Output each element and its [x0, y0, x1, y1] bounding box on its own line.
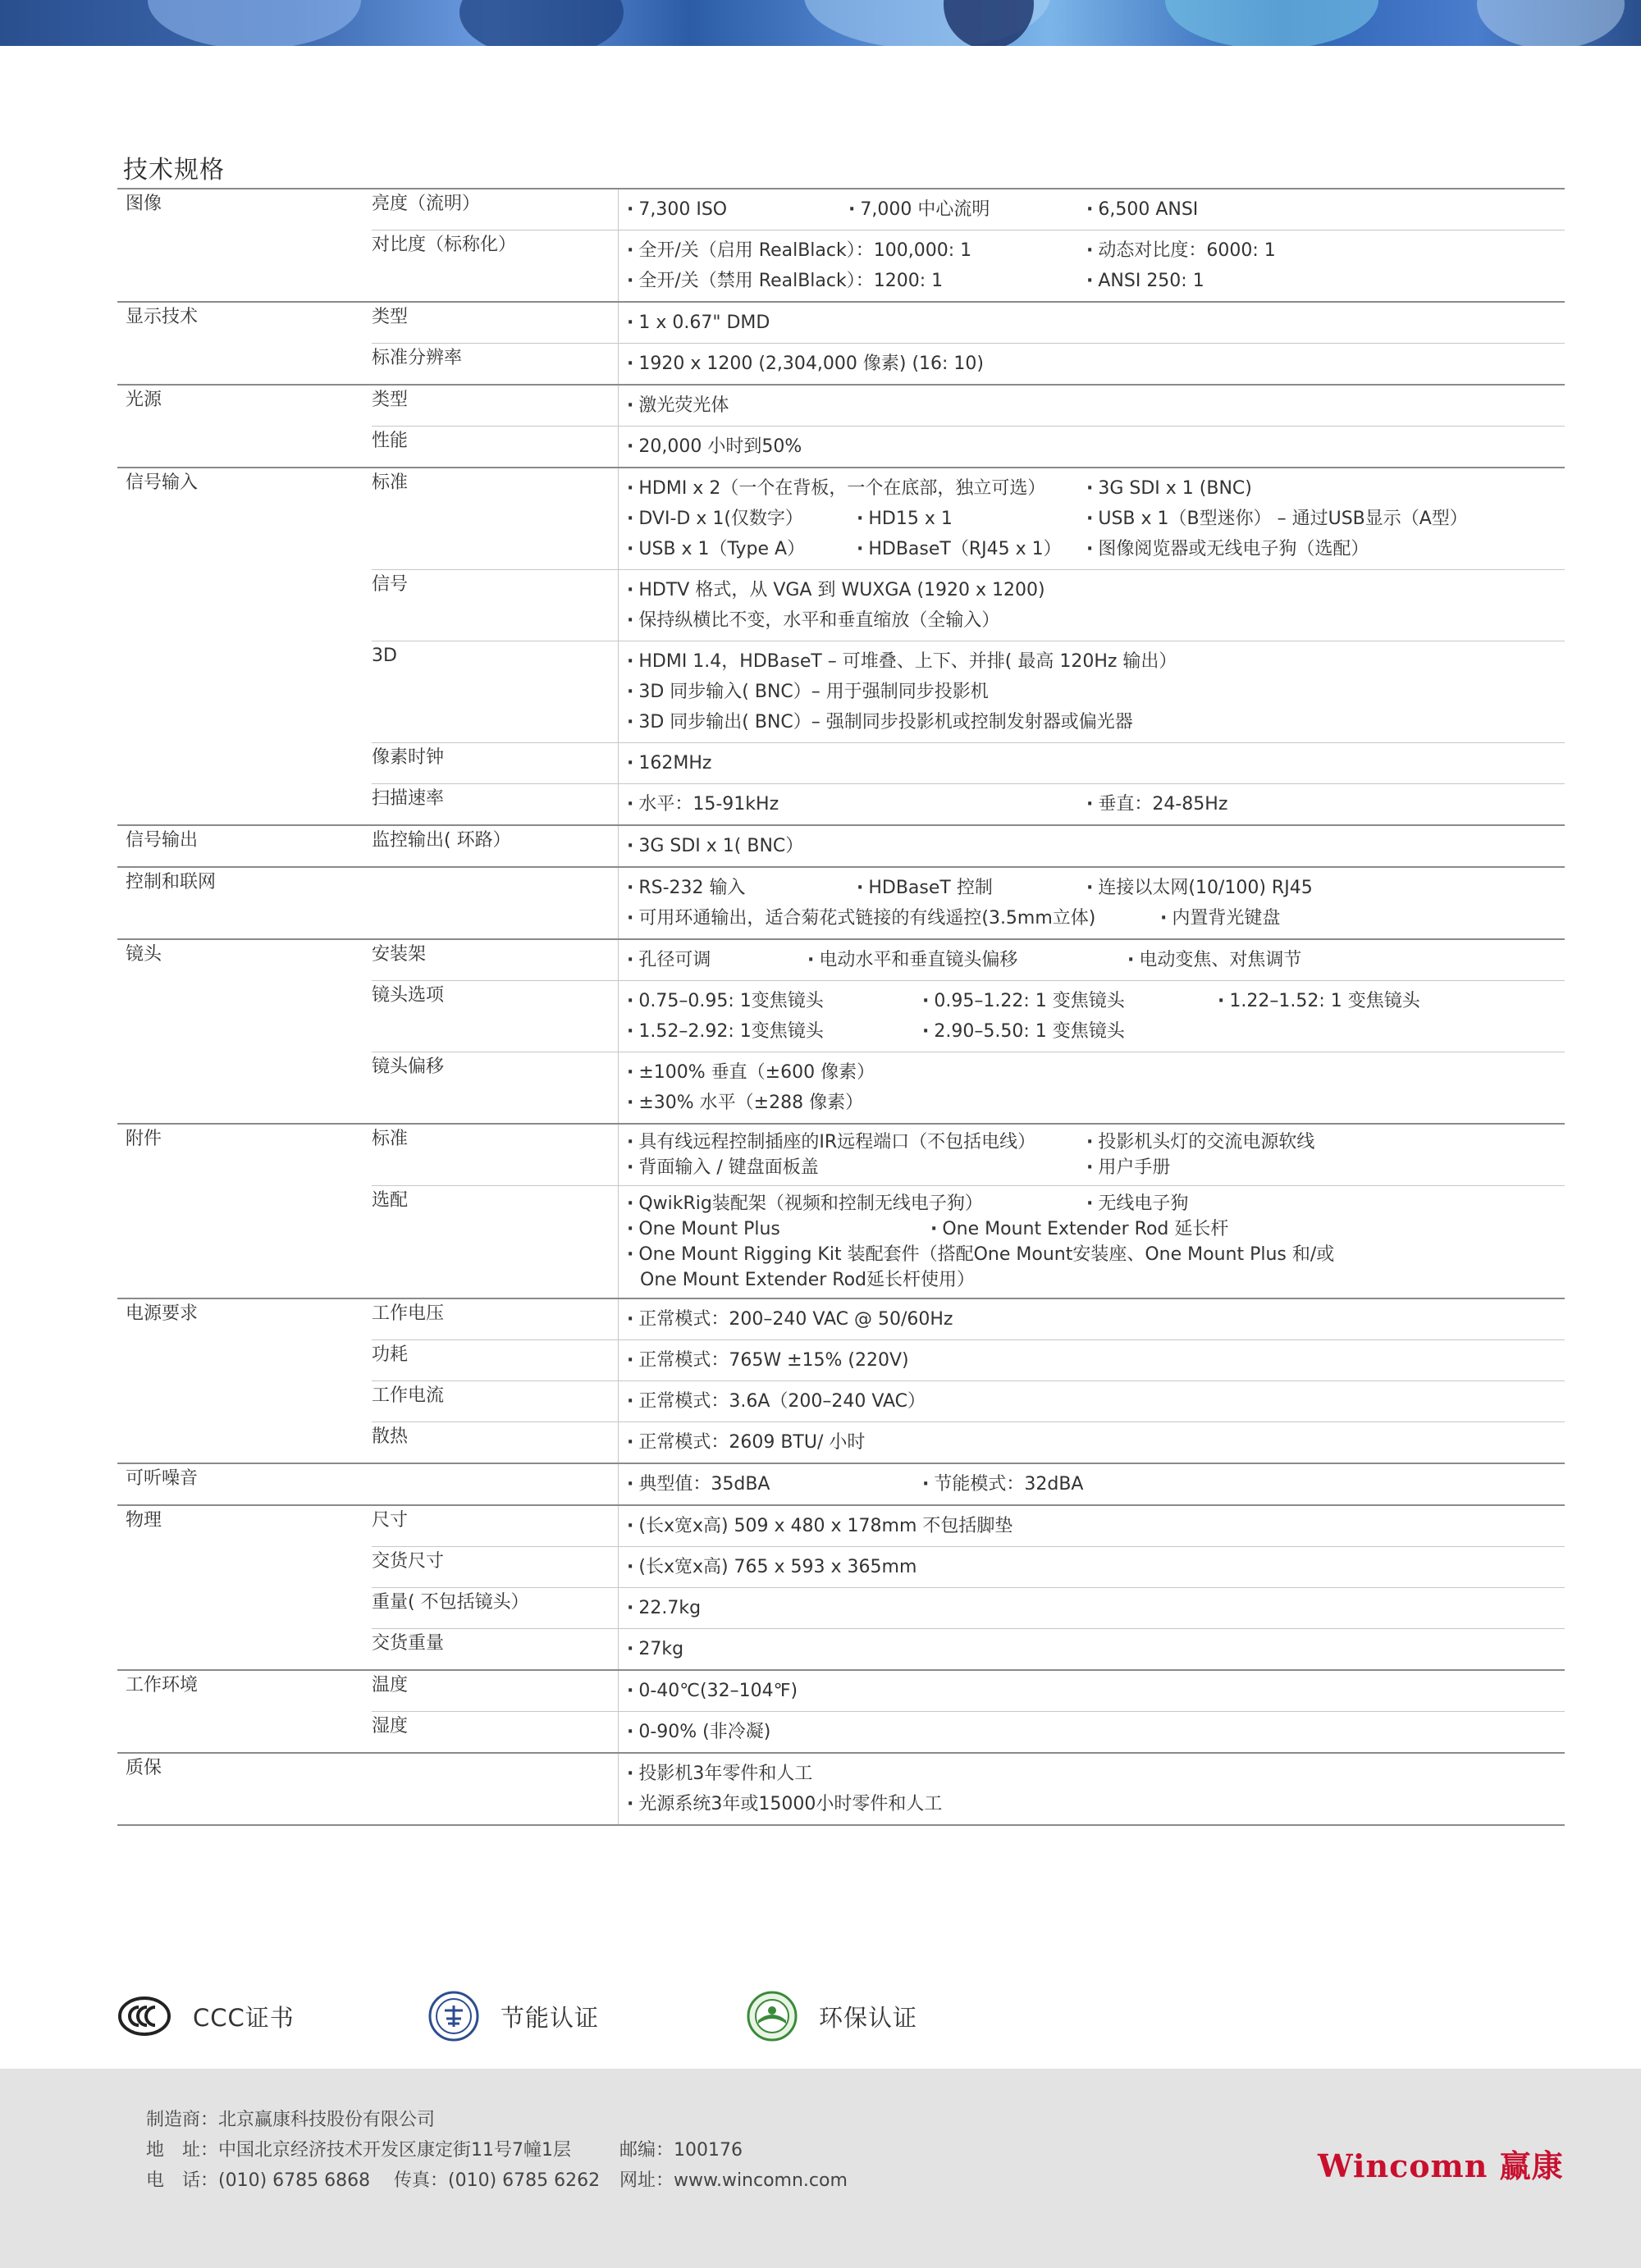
spec-value-line	[627, 504, 1565, 534]
spec-subcategory: 信号	[372, 570, 619, 641]
spec-values	[619, 641, 1566, 743]
spec-row	[117, 1712, 1565, 1754]
spec-row	[117, 189, 1565, 230]
spec-value: · 3D 同步输入( BNC）– 用于强制同步投影机	[627, 682, 989, 702]
spec-value: · 0.75–0.95: 1变焦镜头	[627, 992, 922, 1011]
spec-value-line	[627, 1427, 1565, 1458]
spec-row	[117, 981, 1565, 1052]
spec-value: · 1.22–1.52: 1 变焦镜头	[1218, 992, 1420, 1011]
spec-row	[117, 1505, 1565, 1547]
spec-value: · 1.52–2.92: 1变焦镜头	[627, 1022, 922, 1042]
spec-value-line	[627, 1304, 1565, 1335]
spec-values	[619, 189, 1566, 230]
spec-value-line	[627, 349, 1565, 379]
spec-value-line	[627, 235, 1565, 266]
spec-category: 信号输出	[117, 825, 372, 867]
spec-subcategory: 镜头偏移	[372, 1052, 619, 1125]
spec-values	[619, 230, 1566, 303]
spec-value-line	[627, 473, 1565, 504]
spec-value: · (长x宽x高) 509 x 480 x 178mm 不包括脚垫	[627, 1517, 1012, 1536]
spec-value-line	[627, 605, 1565, 636]
spec-value: · ±30% 水平（±288 像素）	[627, 1093, 863, 1113]
spec-value-line	[627, 1511, 1565, 1541]
spec-value: · HDBaseT 控制	[857, 878, 1086, 898]
spec-value: One Mount Extender Rod延长杆使用）	[640, 1269, 976, 1290]
spec-value-line	[627, 677, 1565, 707]
spec-subcategory: 工作电流	[372, 1381, 619, 1422]
spec-values	[619, 1298, 1566, 1340]
spec-values	[619, 1505, 1566, 1547]
spec-value-line	[627, 534, 1565, 564]
spec-value: · 正常模式：3.6A（200–240 VAC）	[627, 1392, 926, 1412]
spec-value-line	[627, 707, 1565, 737]
spec-values	[619, 743, 1566, 784]
spec-value: · 图像阅览器或无线电子狗（选配）	[1086, 540, 1369, 559]
spec-value: · ±100% 垂直（±600 像素）	[627, 1063, 875, 1083]
spec-category: 图像	[117, 189, 372, 230]
spec-row	[117, 1670, 1565, 1712]
spec-row	[117, 1753, 1565, 1825]
spec-row	[117, 302, 1565, 344]
spec-row	[117, 427, 1565, 468]
spec-subcategory: 像素时钟	[372, 743, 619, 784]
spec-value-line	[627, 831, 1565, 861]
spec-row	[117, 641, 1565, 743]
footer-fax: 传真：(010) 6785 6262	[394, 2170, 601, 2191]
energy-saving-seal-icon	[428, 1991, 479, 2042]
spec-value-line	[627, 1552, 1565, 1582]
spec-value-line	[627, 1016, 1565, 1047]
spec-values	[619, 1186, 1566, 1299]
spec-category: 电源要求	[117, 1298, 372, 1340]
spec-value: · 水平：15-91kHz	[627, 795, 1086, 815]
spec-values	[619, 981, 1566, 1052]
spec-value: · 用户手册	[1086, 1158, 1170, 1178]
spec-subcategory: 扫描速率	[372, 784, 619, 826]
spec-row	[117, 1186, 1565, 1299]
spec-value-line	[627, 266, 1565, 296]
spec-values	[619, 1340, 1566, 1381]
spec-value: · RS-232 输入	[627, 878, 857, 898]
spec-value: · HD15 x 1	[857, 509, 1086, 529]
spec-row	[117, 784, 1565, 826]
spec-value-line	[627, 1593, 1565, 1623]
spec-subcategory: 标准分辨率	[372, 344, 619, 386]
spec-subcategory: 监控输出( 环路）	[372, 825, 619, 867]
spec-value: · 2.90–5.50: 1 变焦镜头	[922, 1022, 1125, 1042]
decorative-banner	[0, 0, 1641, 46]
spec-category: 控制和联网	[117, 867, 372, 939]
spec-values	[619, 1629, 1566, 1671]
spec-subcategory: 温度	[372, 1670, 619, 1712]
spec-value: · 正常模式：2609 BTU/ 小时	[627, 1433, 865, 1453]
footer-website[interactable]: 网址：www.wincomn.com	[619, 2170, 848, 2191]
spec-subcategory: 工作电压	[372, 1298, 619, 1340]
spec-value: · One Mount Extender Rod 延长杆	[930, 1220, 1228, 1239]
footer-postcode: 邮编：100176	[619, 2140, 743, 2161]
spec-value-line	[627, 1469, 1565, 1499]
spec-value: · 1920 x 1200 (2,304,000 像素) (16: 10)	[627, 354, 984, 374]
spec-values	[619, 385, 1566, 427]
spec-value: · 激光荧光体	[627, 396, 729, 416]
spec-value-line	[627, 1242, 1565, 1267]
spec-row	[117, 1547, 1565, 1588]
wincomn-logo: Wincomn 赢康	[1318, 2147, 1564, 2184]
spec-category: 物理	[117, 1505, 372, 1547]
spec-value-line	[627, 789, 1565, 819]
spec-subcategory	[372, 1753, 619, 1825]
spec-value: · 电动变焦、对焦调节	[1127, 951, 1301, 970]
spec-value-line	[627, 1759, 1565, 1789]
spec-category: 附件	[117, 1124, 372, 1186]
spec-subcategory: 亮度（流明）	[372, 189, 619, 230]
environmental-seal-icon	[747, 1991, 798, 2042]
spec-subcategory: 镜头选项	[372, 981, 619, 1052]
spec-category: 显示技术	[117, 302, 372, 344]
spec-value-line	[627, 1345, 1565, 1376]
spec-value: · 7,300 ISO	[627, 200, 848, 220]
spec-value-line	[627, 308, 1565, 338]
spec-values	[619, 302, 1566, 344]
spec-values	[619, 1547, 1566, 1588]
spec-value-line	[627, 1717, 1565, 1747]
spec-values	[619, 468, 1566, 570]
spec-subcategory	[372, 1463, 619, 1505]
spec-values	[619, 344, 1566, 386]
spec-value: · 内置背光键盘	[1160, 909, 1280, 929]
spec-row	[117, 825, 1565, 867]
spec-subcategory: 湿度	[372, 1712, 619, 1754]
spec-value: · 孔径可调	[627, 951, 807, 970]
spec-value: · 电动水平和垂直镜头偏移	[807, 951, 1127, 970]
cert-label: 环保认证	[819, 2003, 918, 2032]
spec-value: · USB x 1（B型迷你） – 通过USB显示（A型）	[1086, 509, 1468, 529]
spec-value: · 0.95–1.22: 1 变焦镜头	[922, 992, 1218, 1011]
spec-subcategory: 功耗	[372, 1340, 619, 1381]
cert-energy	[428, 1992, 599, 2041]
spec-value: · 7,000 中心流明	[848, 200, 1086, 220]
spec-row	[117, 1588, 1565, 1629]
spec-row	[117, 344, 1565, 386]
spec-subcategory: 散热	[372, 1422, 619, 1464]
spec-value: · 保持纵横比不变，水平和垂直缩放（全输入）	[627, 611, 999, 631]
spec-category: 光源	[117, 385, 372, 427]
spec-values	[619, 825, 1566, 867]
cert-environment	[747, 1992, 917, 2041]
spec-values	[619, 427, 1566, 468]
spec-value: · (长x宽x高) 765 x 593 x 365mm	[627, 1558, 916, 1577]
spec-value: · One Mount Plus	[627, 1220, 930, 1239]
spec-category: 可听噪音	[117, 1463, 372, 1505]
spec-value-line	[627, 1789, 1565, 1819]
spec-values	[619, 1753, 1566, 1825]
spec-value-line	[627, 194, 1565, 225]
spec-table	[117, 188, 1565, 1826]
spec-row	[117, 1629, 1565, 1671]
spec-values	[619, 784, 1566, 826]
spec-value-line	[627, 1129, 1565, 1155]
spec-subcategory: 选配	[372, 1186, 619, 1299]
spec-value: · 动态对比度：6000: 1	[1086, 241, 1276, 261]
spec-subcategory: 标准	[372, 1124, 619, 1186]
spec-values	[619, 1422, 1566, 1464]
spec-value-line	[627, 1634, 1565, 1664]
spec-value: · 20,000 小时到50%	[627, 437, 802, 457]
spec-value: · 投影机头灯的交流电源软线	[1086, 1133, 1314, 1152]
spec-values	[619, 1670, 1566, 1712]
spec-row	[117, 1052, 1565, 1125]
spec-value: · 节能模式：32dBA	[922, 1475, 1083, 1495]
spec-value: · 全开/关（启用 RealBlack）：100,000: 1	[627, 241, 1086, 261]
spec-value: · 162MHz	[627, 754, 711, 773]
spec-subcategory: 类型	[372, 302, 619, 344]
spec-value-line	[627, 1057, 1565, 1088]
spec-value: · 全开/关（禁用 RealBlack）：1200: 1	[627, 272, 1086, 291]
spec-value: · DVI-D x 1(仅数字）	[627, 509, 857, 529]
spec-value: · 27kg	[627, 1640, 683, 1659]
spec-value: · 22.7kg	[627, 1599, 701, 1618]
spec-value: · 正常模式：765W ±15% (220V)	[627, 1351, 909, 1371]
spec-value: · HDBaseT（RJ45 x 1）	[857, 540, 1086, 559]
spec-row	[117, 230, 1565, 303]
spec-row	[117, 570, 1565, 641]
spec-row	[117, 939, 1565, 981]
spec-value: · 具有线远程控制插座的IR远程端口（不包括电线）	[627, 1133, 1086, 1152]
spec-value: · 3D 同步输出( BNC）– 强制同步投影机或控制发射器或偏光器	[627, 713, 1133, 732]
spec-value: · 连接以太网(10/100) RJ45	[1086, 878, 1313, 898]
spec-value-line	[627, 986, 1565, 1016]
spec-value-line	[627, 1088, 1565, 1118]
cert-label: 节能认证	[501, 2003, 600, 2032]
spec-value-line	[627, 575, 1565, 605]
footer-manufacturer: 制造商：北京赢康科技股份有限公司	[146, 2110, 436, 2130]
spec-value-line	[627, 1676, 1565, 1706]
footer-phone: 电 话：(010) 6785 6868	[146, 2170, 371, 2191]
ccc-mark-icon	[117, 1996, 171, 2037]
spec-category: 信号输入	[117, 468, 372, 570]
spec-category: 工作环境	[117, 1670, 372, 1712]
spec-value-line	[627, 1216, 1565, 1242]
spec-value-line	[627, 390, 1565, 421]
spec-values	[619, 939, 1566, 981]
spec-row	[117, 385, 1565, 427]
spec-value-line	[627, 945, 1565, 975]
page-title: 技术规格	[123, 156, 225, 185]
spec-subcategory: 交货重量	[372, 1629, 619, 1671]
spec-row	[117, 1298, 1565, 1340]
spec-value-line	[627, 1155, 1565, 1180]
spec-row	[117, 1340, 1565, 1381]
spec-values	[619, 1463, 1566, 1505]
spec-value: · QwikRig装配架（视频和控制无线电子狗）	[627, 1194, 1086, 1214]
spec-value-line	[627, 431, 1565, 462]
spec-value: · HDMI x 2（一个在背板，一个在底部，独立可选）	[627, 479, 1086, 499]
spec-row	[117, 1463, 1565, 1505]
spec-values	[619, 1381, 1566, 1422]
spec-row	[117, 1381, 1565, 1422]
spec-subcategory: 尺寸	[372, 1505, 619, 1547]
spec-value: · One Mount Rigging Kit 装配套件（搭配One Mount安装座、One Mount Plus 和/或	[627, 1245, 1334, 1265]
spec-value: · 6,500 ANSI	[1086, 200, 1198, 220]
spec-value-line	[627, 873, 1565, 903]
spec-value-line	[627, 1267, 1565, 1293]
spec-row	[117, 1124, 1565, 1186]
spec-value: · USB x 1（Type A）	[627, 540, 857, 559]
spec-value: · HDMI 1.4，HDBaseT – 可堆叠、上下、并排( 最高 120Hz 输出）	[627, 652, 1177, 672]
spec-values	[619, 1712, 1566, 1754]
spec-subcategory: 对比度（标称化）	[372, 230, 619, 303]
spec-value: · 正常模式：200–240 VAC @ 50/60Hz	[627, 1310, 953, 1330]
spec-value: · 0-40℃(32–104℉)	[627, 1682, 798, 1701]
spec-row	[117, 1422, 1565, 1464]
spec-value: · ANSI 250: 1	[1086, 272, 1204, 291]
spec-value-line	[627, 748, 1565, 778]
spec-row	[117, 867, 1565, 939]
spec-value: · 光源系统3年或15000小时零件和人工	[627, 1795, 942, 1814]
spec-subcategory: 类型	[372, 385, 619, 427]
spec-subcategory: 安装架	[372, 939, 619, 981]
cert-label: CCC证书	[193, 2003, 295, 2032]
spec-value: · 0-90% (非冷凝)	[627, 1723, 770, 1742]
spec-value: · HDTV 格式，从 VGA 到 WUXGA (1920 x 1200)	[627, 581, 1045, 600]
spec-subcategory: 性能	[372, 427, 619, 468]
spec-value: · 背面输入 / 键盘面板盖	[627, 1158, 1086, 1178]
spec-value: · 垂直：24-85Hz	[1086, 795, 1227, 815]
spec-row	[117, 743, 1565, 784]
spec-value-line	[627, 646, 1565, 677]
footer-address: 地 址：中国北京经济技术开发区康定街11号7幢1层	[146, 2140, 571, 2161]
spec-category: 质保	[117, 1753, 372, 1825]
spec-subcategory: 标准	[372, 468, 619, 570]
spec-subcategory: 重量( 不包括镜头）	[372, 1588, 619, 1629]
spec-value-line	[627, 1191, 1565, 1216]
spec-value: · 无线电子狗	[1086, 1194, 1188, 1214]
spec-value: · 1 x 0.67" DMD	[627, 313, 770, 333]
spec-value: · 投影机3年零件和人工	[627, 1764, 812, 1784]
spec-value: · 可用环通输出，适合菊花式链接的有线遥控(3.5mm立体)	[627, 909, 1160, 929]
spec-subcategory	[372, 867, 619, 939]
spec-category: 镜头	[117, 939, 372, 981]
spec-subcategory: 3D	[372, 641, 619, 743]
spec-row	[117, 468, 1565, 570]
spec-values	[619, 867, 1566, 939]
spec-value-line	[627, 903, 1565, 933]
spec-value: · 3G SDI x 1( BNC）	[627, 837, 803, 856]
spec-values	[619, 1124, 1566, 1186]
spec-subcategory: 交货尺寸	[372, 1547, 619, 1588]
cert-ccc	[117, 1992, 295, 2041]
spec-values	[619, 570, 1566, 641]
spec-values	[619, 1588, 1566, 1629]
spec-values	[619, 1052, 1566, 1125]
spec-value: · 3G SDI x 1 (BNC)	[1086, 479, 1252, 499]
spec-value-line	[627, 1386, 1565, 1417]
spec-value: · 典型值：35dBA	[627, 1475, 922, 1495]
